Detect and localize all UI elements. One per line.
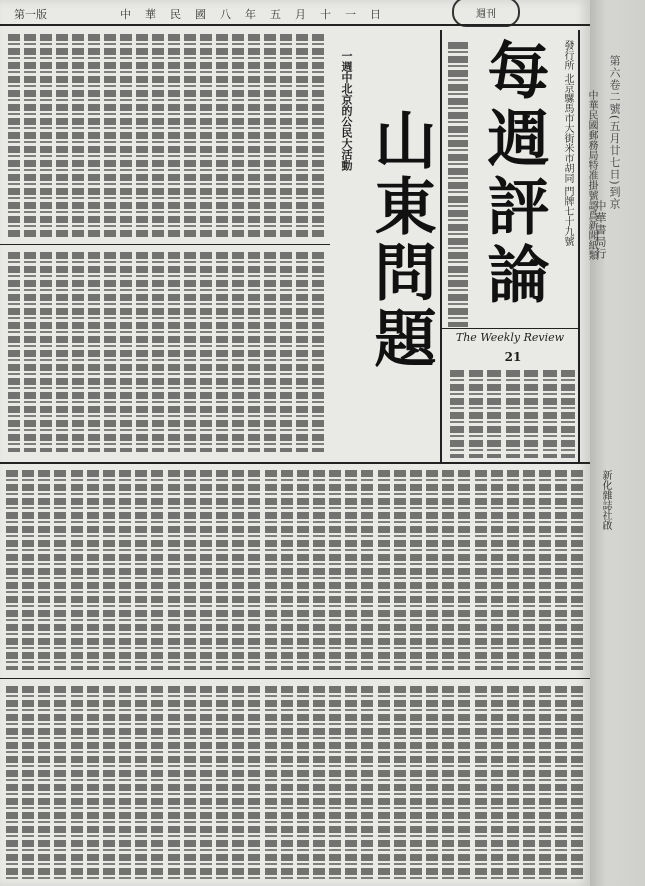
masthead-right-rule xyxy=(578,30,580,462)
upper-text-columns xyxy=(8,34,324,239)
issue-number: 21 xyxy=(504,350,522,364)
masthead-bottom-rule xyxy=(442,328,578,329)
strip-text-top: 第六卷二號(五月廿七日)到京 xyxy=(608,55,621,210)
library-stamp: 週刊 xyxy=(452,0,520,27)
contents-table xyxy=(450,370,575,458)
lower-text-columns-1 xyxy=(6,470,584,670)
upper-block-rule xyxy=(0,244,330,245)
publication-date: 中華民國八年五月十一日 xyxy=(120,8,395,21)
masthead-title: 每週評論 xyxy=(477,38,550,310)
masthead-subcolumn xyxy=(448,42,468,327)
english-title: The Weekly Review xyxy=(455,331,565,344)
masthead-left-rule xyxy=(440,30,442,462)
strip-text-mid: 中華書局行 xyxy=(594,200,607,260)
article-title: 山東問題 xyxy=(364,108,437,372)
lower-text-columns-2 xyxy=(6,686,584,882)
page-number: 第一版 xyxy=(14,8,47,21)
postal-note: 中華民國郵務局特准掛號認爲新聞紙類 xyxy=(586,90,597,260)
strip-text-low: 新化雜誌社啟 xyxy=(600,470,611,530)
publisher-note: 發行所 北京騾馬市大街米市胡同 門牌七十九號 xyxy=(562,40,573,247)
adjacent-page-strip xyxy=(590,0,645,886)
lower-rule xyxy=(0,678,590,679)
article-subtitle: 一週中北京的公民大活動 xyxy=(340,50,353,171)
header-rule xyxy=(0,24,590,26)
middle-text-columns xyxy=(8,252,324,452)
mid-page-rule xyxy=(0,462,590,464)
